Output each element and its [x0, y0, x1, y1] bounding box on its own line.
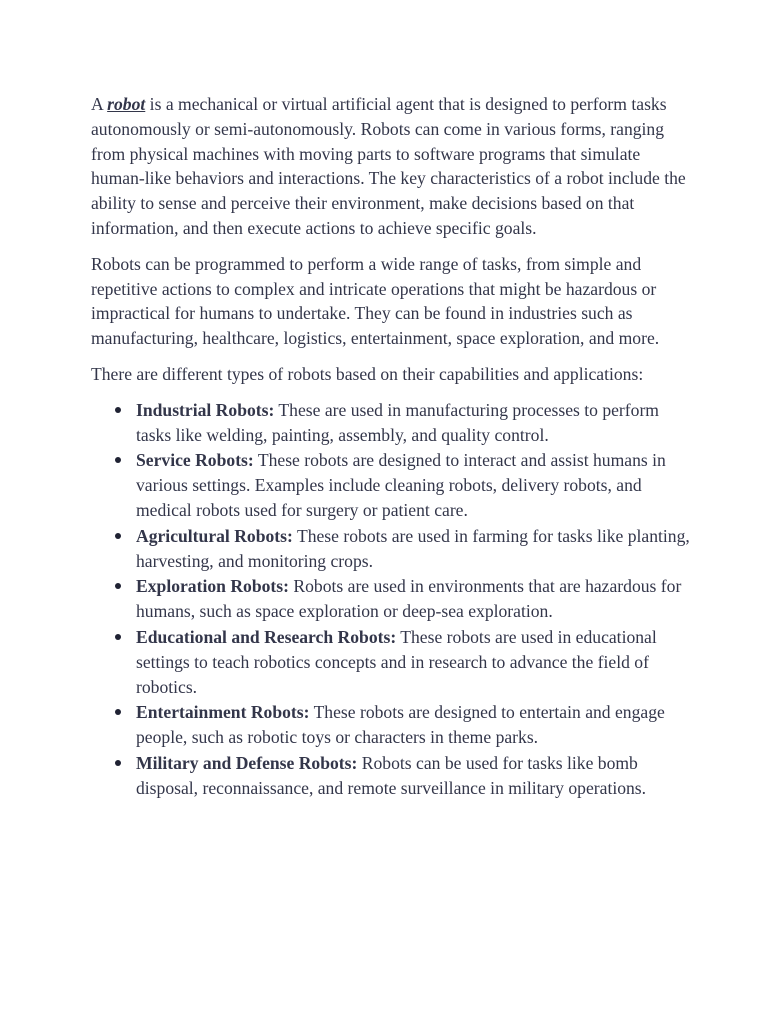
robot-types-list [91, 398, 691, 801]
list-item-term: Military and Defense Robots: [136, 752, 358, 773]
bullet-icon [115, 533, 121, 539]
list-item-term: Entertainment Robots: [136, 702, 310, 723]
list-item [136, 625, 691, 699]
tasks-paragraph: Robots can be programmed to perform a wide range of tasks, from simple and repetitive actions to complex and intricate operations that might be hazardous or impractical for humans to undertake. They can be found in industries such as manufacturing, healthcare, logistics, entertainment, space exploration, and more. [91, 253, 660, 349]
intro-lead: A [91, 94, 108, 114]
bullet-icon [115, 583, 121, 589]
robot-keyword: robot [107, 94, 146, 114]
bullet-icon [115, 634, 121, 640]
bullet-icon [115, 457, 121, 463]
intro-text: is a mechanical or virtual artificial agent that is designed to perform tasks autonomously or semi-autonomously. Robots can come in various forms, ranging from physical machines with moving parts to software programs that simulate human-like behaviors and interactions. The key characteristics of a robot include the ability to sense and perceive their environment, make decisions based on that information, and then execute actions to achieve specific goals. [91, 94, 686, 238]
bullet-icon [115, 407, 121, 413]
list-item [136, 700, 691, 750]
list-item [136, 398, 691, 448]
intro-paragraph [91, 92, 691, 241]
list-item-text: These robots are used in educational settings to teach robotics concepts and in research to advance the field of robotics. [136, 626, 657, 697]
list-item-text: These robots are designed to entertain and engage people, such as robotic toys or characters in theme parks. [136, 702, 665, 748]
list-item-text: These robots are designed to interact and assist humans in various settings. Examples include cleaning robots, delivery robots, and medical robots used for surgery or patient care. [136, 450, 666, 520]
list-item [136, 574, 691, 624]
list-item [136, 524, 691, 574]
list-item-term: Educational and Research Robots: [136, 626, 397, 647]
list-item [136, 751, 691, 801]
list-item-term: Industrial Robots: [136, 399, 275, 420]
list-item-text: These are used in manufacturing processes to perform tasks like welding, painting, assembly, and quality control. [136, 399, 659, 445]
types-intro-paragraph: There are different types of robots based on their capabilities and applications: [91, 363, 644, 384]
bullet-icon [115, 760, 121, 766]
list-item-text: Robots can be used for tasks like bomb disposal, reconnaissance, and remote surveillance in military operations. [136, 752, 647, 798]
list-item-text: These robots are used in farming for tasks like planting, harvesting, and monitoring crops. [136, 525, 690, 571]
bullet-icon [115, 709, 121, 715]
list-item [136, 448, 691, 522]
document-page [91, 92, 691, 802]
list-item-term: Agricultural Robots: [136, 525, 293, 546]
list-item-text: Robots are used in environments that are hazardous for humans, such as space exploration or deep-sea exploration. [136, 576, 682, 622]
list-item-term: Exploration Robots: [136, 576, 289, 597]
list-item-term: Service Robots: [136, 450, 254, 471]
